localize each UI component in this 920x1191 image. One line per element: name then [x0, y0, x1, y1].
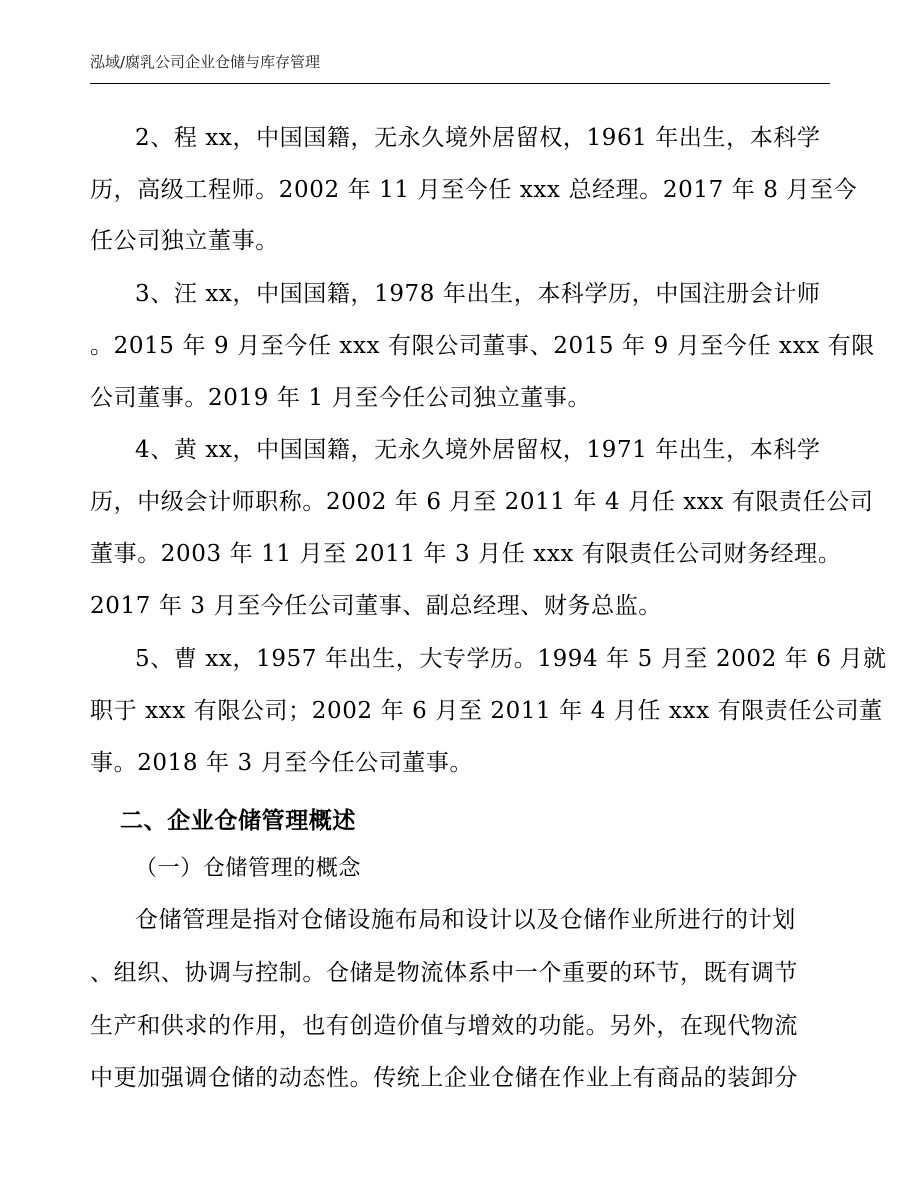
paragraph-4-line-2: 历，中级会计师职称。2002 年 6 月至 2011 年 4 月任 xxx 有限责任公司 [90, 489, 874, 515]
paragraph-4-line-4: 2017 年 3 月至今任公司董事、副总经理、财务总监。 [90, 593, 662, 619]
paragraph-4-line-1: 4、黄 xx，中国国籍，无永久境外居留权，1971 年出生，本科学 [135, 437, 821, 463]
paragraph-5-line-1: 5、曹 xx，1957 年出生，大专学历。1994 年 5 月至 2002 年 6 月就 [135, 646, 887, 672]
subsection-heading: （一）仓储管理的概念 [135, 856, 362, 881]
section-body-line-2: 、组织、协调与控制。仓储是物流体系中一个重要的环节，既有调节 [90, 960, 798, 986]
section-body-line-3: 生产和供求的作用，也有创造价值与增效的功能。另外，在现代物流 [90, 1013, 798, 1039]
paragraph-5-line-2: 职于 xxx 有限公司；2002 年 6 月至 2011 年 4 月任 xxx 有限责任公司董 [90, 698, 883, 724]
paragraph-3-line-3: 公司董事。2019 年 1 月至今任公司独立董事。 [90, 385, 592, 411]
header-title: 泓域/腐乳公司企业仓储与库存管理 [90, 53, 321, 71]
paragraph-2-line-3: 任公司独立董事。 [90, 228, 279, 254]
paragraph-3-line-2: 。2015 年 9 月至今任 xxx 有限公司董事、2015 年 9 月至今任 xxx 有限 [90, 333, 875, 359]
paragraph-4-line-3: 董事。2003 年 11 月至 2011 年 3 月任 xxx 有限责任公司财务经理。 [90, 541, 842, 567]
paragraph-3-line-1: 3、汪 xx，中国国籍，1978 年出生，本科学历，中国注册会计师 [135, 281, 821, 307]
page-header [90, 50, 830, 84]
paragraph-2-line-1: 2、程 xx，中国国籍，无永久境外居留权，1961 年出生，本科学 [135, 125, 821, 151]
section-body-line-1: 仓储管理是指对仓储设施布局和设计以及仓储作业所进行的计划 [135, 907, 796, 933]
section-heading: 二、企业仓储管理概述 [120, 808, 356, 834]
paragraph-2-line-2: 历，高级工程师。2002 年 11 月至今任 xxx 总经理。2017 年 8 月至今 [90, 177, 858, 203]
section-body-line-4: 中更加强调仓储的动态性。传统上企业仓储在作业上有商品的装卸分 [90, 1065, 798, 1091]
paragraph-5-line-3: 事。2018 年 3 月至今任公司董事。 [90, 750, 474, 776]
